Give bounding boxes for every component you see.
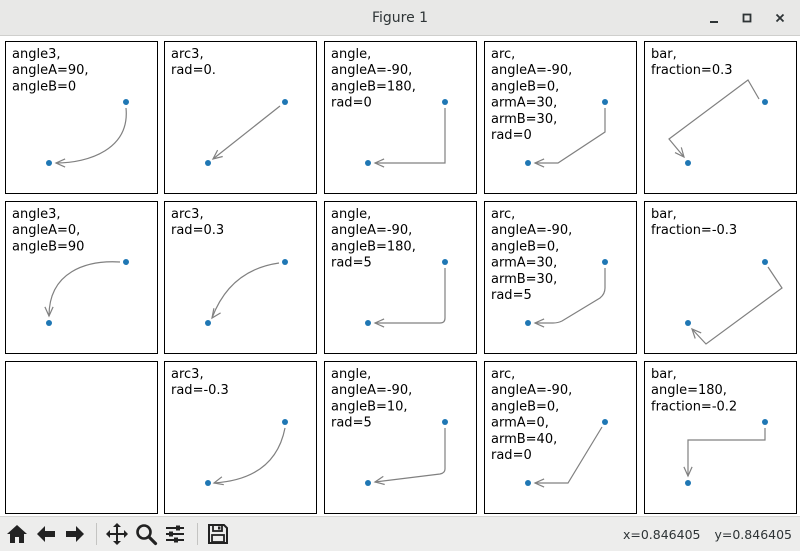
point-b bbox=[46, 320, 52, 326]
connection-style-label: rad=-0.3 bbox=[171, 383, 229, 399]
point-b bbox=[365, 480, 371, 486]
connection-style-label: angleB=0, bbox=[491, 239, 560, 255]
point-b bbox=[205, 160, 211, 166]
connection-style-label: rad=0 bbox=[491, 128, 532, 143]
point-b bbox=[525, 480, 531, 486]
point-b bbox=[525, 320, 531, 326]
point-a bbox=[123, 99, 129, 105]
point-a bbox=[762, 259, 768, 265]
subplot-panel bbox=[485, 202, 637, 354]
connection-style-label: arc, bbox=[491, 47, 516, 62]
point-b bbox=[525, 160, 531, 166]
connection-style-label: angle3, bbox=[12, 47, 61, 62]
connection-style-label: angle, bbox=[331, 47, 372, 62]
subplot-panel bbox=[165, 202, 317, 354]
minimize-icon bbox=[708, 12, 720, 24]
connection-style-label: rad=0. bbox=[171, 63, 216, 79]
connection-style-label: rad=5 bbox=[331, 255, 372, 271]
connection-style-label: angleA=-90, bbox=[491, 63, 573, 79]
subplot-panel bbox=[6, 42, 158, 194]
window-title: Figure 1 bbox=[371, 10, 429, 26]
point-b bbox=[205, 480, 211, 486]
connection-style-label: angle=180, bbox=[651, 383, 727, 399]
point-a bbox=[602, 99, 608, 105]
point-a bbox=[602, 259, 608, 265]
subplot-panel bbox=[165, 42, 317, 194]
connection-style-label: angleB=0 bbox=[12, 79, 77, 95]
connection-style-label: armB=30, bbox=[491, 111, 558, 127]
connection-style-label: angle, bbox=[331, 207, 372, 222]
point-b bbox=[685, 480, 691, 486]
subplot-panel bbox=[645, 202, 797, 354]
move-icon bbox=[105, 522, 129, 546]
connection-style-label: armA=0, bbox=[491, 415, 549, 431]
point-b bbox=[365, 320, 371, 326]
connection-style-label: angleB=0, bbox=[491, 79, 560, 95]
connection-style-label: rad=0.3 bbox=[171, 223, 225, 239]
toolbar-separator bbox=[96, 523, 97, 545]
connection-style-label: angleA=-90, bbox=[491, 383, 573, 399]
connection-style-label: angleA=-90, bbox=[331, 383, 413, 399]
connection-style-label: bar, bbox=[651, 207, 677, 222]
cursor-x: x=0.846405 bbox=[622, 527, 701, 542]
floppy-icon bbox=[206, 522, 230, 546]
connection-style-label: angleA=90, bbox=[12, 63, 89, 79]
connection-style-label: rad=0 bbox=[491, 448, 532, 463]
connection-style-label: rad=5 bbox=[491, 288, 532, 303]
connection-style-label: rad=5 bbox=[331, 415, 372, 431]
connection-style-label: armB=40, bbox=[491, 431, 558, 447]
minimize-button[interactable] bbox=[704, 8, 724, 28]
subplot-panel bbox=[165, 362, 317, 514]
subplot-panel bbox=[645, 42, 797, 194]
window-titlebar bbox=[0, 0, 800, 36]
connection-style-label: fraction=-0.2 bbox=[651, 399, 738, 415]
connection-style-label: angle3, bbox=[12, 207, 61, 222]
subplot-panel bbox=[6, 362, 158, 514]
connection-style-label: arc3, bbox=[171, 47, 204, 62]
pan-button[interactable] bbox=[104, 521, 130, 547]
subplot-panel bbox=[645, 362, 797, 514]
connection-style-label: angleB=180, bbox=[331, 79, 416, 95]
connection-style-label: angleB=90 bbox=[12, 239, 85, 255]
arrow-right-icon bbox=[63, 522, 87, 546]
sliders-icon bbox=[163, 522, 187, 546]
point-b bbox=[46, 160, 52, 166]
connection-style-label: arc, bbox=[491, 367, 516, 382]
point-a bbox=[442, 259, 448, 265]
point-b bbox=[365, 160, 371, 166]
subplot-panel bbox=[485, 362, 637, 514]
maximize-icon bbox=[741, 12, 753, 24]
connection-style-label: arc3, bbox=[171, 207, 204, 222]
point-b bbox=[205, 320, 211, 326]
cursor-coordinates bbox=[609, 527, 792, 542]
connection-style-label: bar, bbox=[651, 47, 677, 62]
subplot-panel bbox=[325, 202, 477, 354]
maximize-button[interactable] bbox=[737, 8, 757, 28]
connection-style-label: fraction=0.3 bbox=[651, 63, 733, 79]
connection-style-label: angleA=-90, bbox=[331, 63, 413, 79]
connection-style-label: angleA=0, bbox=[12, 223, 81, 239]
axes-frame bbox=[6, 362, 158, 514]
point-a bbox=[282, 259, 288, 265]
forward-button[interactable] bbox=[62, 521, 88, 547]
point-a bbox=[602, 419, 608, 425]
subplot-panel bbox=[485, 42, 637, 194]
toolbar-separator bbox=[197, 523, 198, 545]
point-a bbox=[282, 419, 288, 425]
connection-style-label: angleA=-90, bbox=[331, 223, 413, 239]
connection-style-label: bar, bbox=[651, 367, 677, 382]
point-a bbox=[762, 419, 768, 425]
connection-style-label: rad=0 bbox=[331, 95, 372, 111]
subplot-panel bbox=[325, 42, 477, 194]
connection-style-label: angleB=0, bbox=[491, 399, 560, 415]
connection-style-label: armA=30, bbox=[491, 95, 558, 111]
connection-style-label: angleB=10, bbox=[331, 399, 408, 415]
subplot-panel bbox=[6, 202, 158, 354]
navigation-toolbar bbox=[0, 516, 800, 551]
point-b bbox=[685, 320, 691, 326]
point-a bbox=[442, 99, 448, 105]
connection-style-label: armB=30, bbox=[491, 271, 558, 287]
connection-style-label: armA=30, bbox=[491, 255, 558, 271]
save-button[interactable] bbox=[205, 521, 231, 547]
connection-style-label: fraction=-0.3 bbox=[651, 223, 738, 239]
back-button[interactable] bbox=[33, 521, 59, 547]
arrow-left-icon bbox=[34, 522, 58, 546]
point-a bbox=[282, 99, 288, 105]
connection-style-label: arc, bbox=[491, 207, 516, 222]
close-icon bbox=[774, 12, 786, 24]
subplot-panel bbox=[325, 362, 477, 514]
connection-style-label: angleB=180, bbox=[331, 239, 416, 255]
figure-canvas[interactable] bbox=[0, 36, 800, 516]
point-a bbox=[442, 419, 448, 425]
magnifier-icon bbox=[134, 522, 158, 546]
cursor-y: y=0.846405 bbox=[714, 527, 792, 542]
connection-style-label: arc3, bbox=[171, 367, 204, 382]
point-b bbox=[685, 160, 691, 166]
point-a bbox=[123, 259, 129, 265]
configure-subplots-button[interactable] bbox=[162, 521, 188, 547]
point-a bbox=[762, 99, 768, 105]
connection-style-label: angle, bbox=[331, 367, 372, 382]
home-button[interactable] bbox=[4, 521, 30, 547]
close-button[interactable] bbox=[770, 8, 790, 28]
zoom-button[interactable] bbox=[133, 521, 159, 547]
home-icon bbox=[5, 522, 29, 546]
connection-style-label: angleA=-90, bbox=[491, 223, 573, 239]
